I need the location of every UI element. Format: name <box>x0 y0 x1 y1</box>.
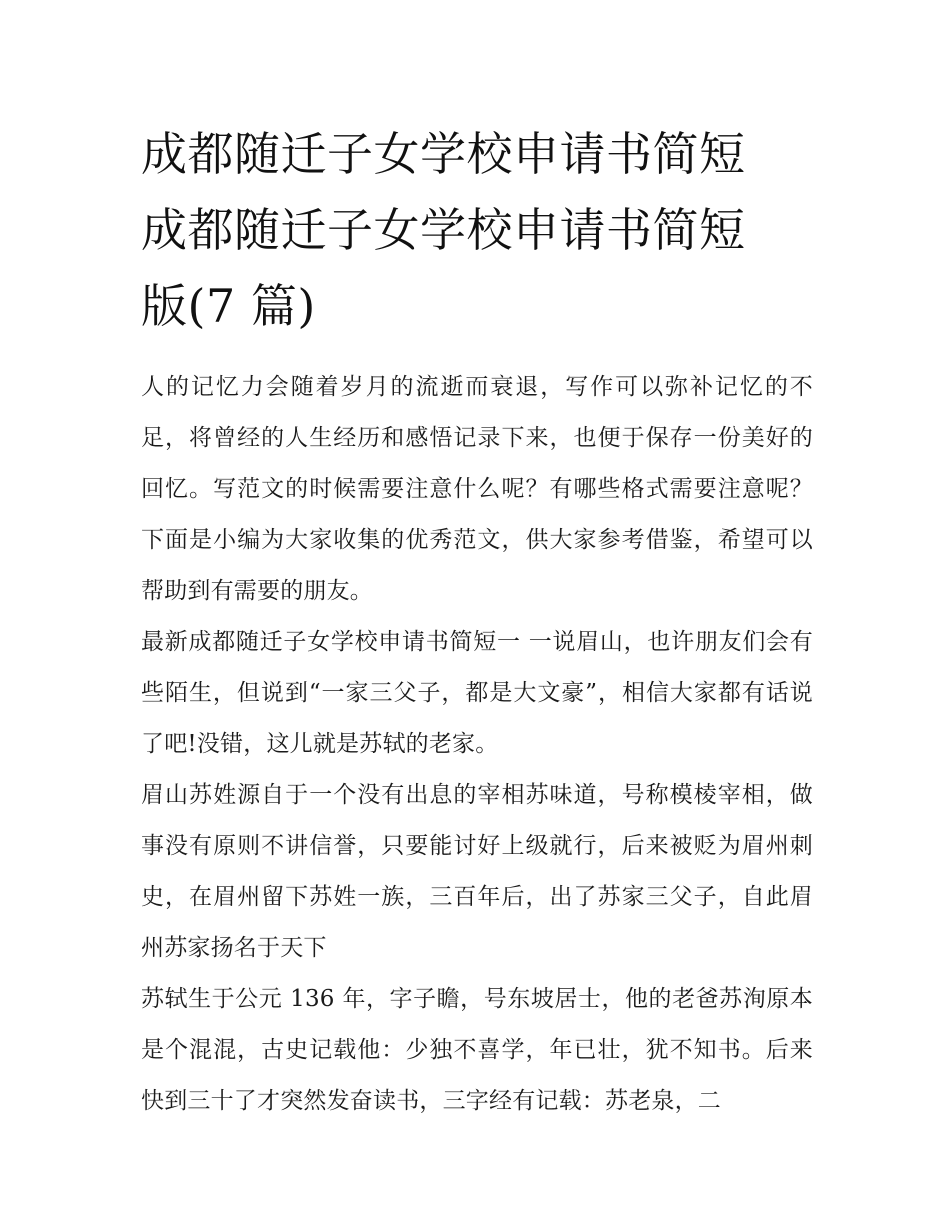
title-line-3: 版(7 篇) <box>141 279 316 333</box>
document-content <box>141 116 813 1127</box>
paragraph-intro: 人的记忆力会随着岁月的流逝而衰退，写作可以弥补记忆的不足，将曾经的人生经历和感悟记录下来，也便于保存一份美好的回忆。写范文的时候需要注意什么呢？有哪些格式需要注意呢？下面是小编为大家收集的优秀范文，供大家参考借鉴，希望可以帮助到有需要的朋友。 <box>141 374 813 604</box>
title-line-1: 成都随迁子女学校申请书简短 <box>141 127 746 181</box>
paragraph-su-surname: 眉山苏姓源自于一个没有出息的宰相苏味道，号称模棱宰相，做事没有原则不讲信誉，只要能讨好上级就行，后来被贬为眉州刺史，在眉州留下苏姓一族，三百年后，出了苏家三父子，自此眉州苏家扬名于天下 <box>141 782 813 961</box>
document-title <box>141 116 813 344</box>
paragraph-su-shi: 苏轼生于公元 136 年，字子瞻，号东坡居士，他的老爸苏洵原本是个混混，古史记载他：少独不喜学，年已壮，犹不知书。后来快到三十了才突然发奋读书，三字经有记载：苏老泉，二 <box>141 986 813 1114</box>
paragraph-meishan: 最新成都随迁子女学校申请书简短一 一说眉山，也许朋友们会有些陌生，但说到“一家三父子，都是大文豪”，相信大家都有话说了吧!没错，这儿就是苏轼的老家。 <box>141 629 813 757</box>
document-body <box>141 362 813 1127</box>
title-line-2: 成都随迁子女学校申请书简短 <box>141 203 746 257</box>
